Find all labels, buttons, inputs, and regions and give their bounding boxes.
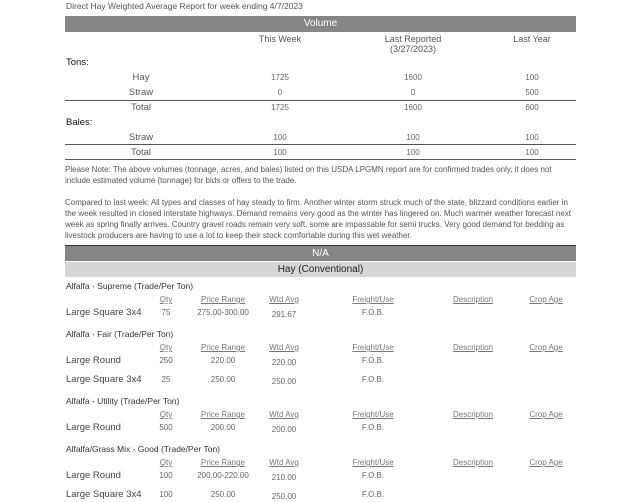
cell-qty: 25 [161, 375, 171, 384]
volume-this-week: 0 [277, 88, 283, 97]
column-header: Qty [159, 295, 173, 304]
column-header: Wtd Avg [269, 343, 299, 352]
col-last-year: Last Year [513, 34, 551, 44]
cell-avg: 250.00 [271, 377, 297, 386]
cell-freight: F.O.B. [361, 375, 385, 384]
cell-avg: 210.00 [271, 473, 297, 482]
report-title: Direct Hay Weighted Average Report for week ending 4/7/2023 [66, 1, 303, 11]
col-last-reported-date: (3/27/2023) [389, 44, 437, 54]
volume-last-reported: 1600 [404, 73, 422, 82]
volume-header: Volume [65, 16, 576, 32]
cell-qty: 75 [161, 308, 171, 317]
column-header: Crop Age [529, 295, 563, 304]
divider [65, 159, 576, 160]
cell-freight: F.O.B. [361, 471, 385, 480]
volume-last-year: 100 [525, 148, 539, 157]
column-header: Description [452, 458, 494, 467]
divider [65, 144, 576, 145]
cell-avg: 220.00 [271, 358, 297, 367]
volume-last-year: 600 [525, 103, 539, 112]
cell-price: 200.00 [210, 423, 236, 432]
cell-avg: 250.00 [271, 492, 297, 501]
column-header: Crop Age [529, 458, 563, 467]
section-title: Alfalfa - Fair (Trade/Per Ton) [66, 329, 174, 339]
product-type: Large Round [66, 355, 121, 366]
column-header: Freight/Use [352, 410, 394, 419]
cell-price: 200.00-220.00 [197, 471, 249, 480]
cell-avg: 291.67 [271, 310, 297, 319]
product-type: Large Square 3x4 [66, 489, 142, 500]
cell-freight: F.O.B. [361, 423, 385, 432]
column-header: Price Range [200, 295, 246, 304]
bales-label: Bales: [66, 117, 93, 128]
volume-last-reported: 100 [406, 133, 420, 142]
cell-price: 220.00 [210, 356, 236, 365]
volume-this-week: 1725 [271, 73, 289, 82]
cell-price: 250.00 [210, 375, 236, 384]
volume-note: Please Note: The above volumes (tonnage, acres, and bales) listed on this USDA LPGMN report are for confirmed trades only, it does not include estimated volume (tonnage) for bids or offers to the trade. [65, 165, 552, 185]
cell-freight: F.O.B. [361, 490, 385, 499]
cell-price: 275.00-300.00 [197, 308, 249, 317]
region-header: N/A [65, 245, 576, 261]
cell-freight: F.O.B. [361, 356, 385, 365]
column-header: Wtd Avg [269, 410, 299, 419]
market-comment: Compared to last week: All types and classes of hay steady to firm. Another winter storm struck much of the state, blizzard conditions earlier in the week resulted in closed interstate highways. Demand remains very good as the winter has lingered on. Much warmer weather forecast next week as spring finally arrives. Country gravel roads remain very soft, some are impassable for semi trucks. Very good demand for bedding as livestock producers are having to use a lot to keep their stock comfortable during this wet weather. [65, 198, 572, 240]
column-header: Freight/Use [352, 343, 394, 352]
column-header: Wtd Avg [269, 458, 299, 467]
product-type: Large Square 3x4 [66, 307, 142, 318]
column-header: Price Range [200, 458, 246, 467]
col-last-reported: Last Reported [384, 34, 442, 44]
column-header: Qty [159, 343, 173, 352]
col-this-week: This Week [258, 34, 302, 44]
cell-qty: 250 [159, 356, 173, 365]
section-title: Alfalfa - Supreme (Trade/Per Ton) [66, 281, 194, 291]
volume-last-year: 500 [525, 88, 539, 97]
volume-last-reported: 1600 [404, 103, 422, 112]
column-header: Qty [159, 458, 173, 467]
product-type: Large Square 3x4 [66, 374, 142, 385]
cell-qty: 500 [159, 423, 173, 432]
cell-qty: 100 [159, 471, 173, 480]
volume-label: Straw [128, 87, 154, 98]
column-header: Crop Age [529, 410, 563, 419]
volume-last-year: 100 [525, 73, 539, 82]
product-type: Large Round [66, 422, 121, 433]
column-header: Description [452, 343, 494, 352]
divider [65, 100, 576, 101]
volume-label: Straw [128, 132, 154, 143]
cell-freight: F.O.B. [361, 308, 385, 317]
cell-avg: 200.00 [271, 425, 297, 434]
column-header: Description [452, 410, 494, 419]
column-header: Price Range [200, 343, 246, 352]
volume-last-year: 100 [525, 133, 539, 142]
volume-label: Hay [132, 72, 150, 83]
volume-last-reported: 100 [406, 148, 420, 157]
column-header: Wtd Avg [269, 295, 299, 304]
column-header: Freight/Use [352, 458, 394, 467]
volume-this-week: 1725 [271, 103, 289, 112]
column-header: Crop Age [529, 343, 563, 352]
volume-this-week: 100 [273, 133, 287, 142]
column-header: Description [452, 295, 494, 304]
cell-qty: 100 [159, 490, 173, 499]
section-title: Alfalfa/Grass Mix - Good (Trade/Per Ton) [66, 444, 220, 454]
category-header: Hay (Conventional) [65, 262, 576, 277]
volume-label: Total [130, 147, 152, 158]
column-header: Qty [159, 410, 173, 419]
tons-label: Tons: [66, 57, 89, 68]
volume-this-week: 100 [273, 148, 287, 157]
volume-label: Total [130, 102, 152, 113]
cell-price: 250.00 [210, 490, 236, 499]
column-header: Freight/Use [352, 295, 394, 304]
section-title: Alfalfa - Utility (Trade/Per Ton) [66, 396, 180, 406]
product-type: Large Round [66, 470, 121, 481]
volume-last-reported: 0 [410, 88, 416, 97]
column-header: Price Range [200, 410, 246, 419]
